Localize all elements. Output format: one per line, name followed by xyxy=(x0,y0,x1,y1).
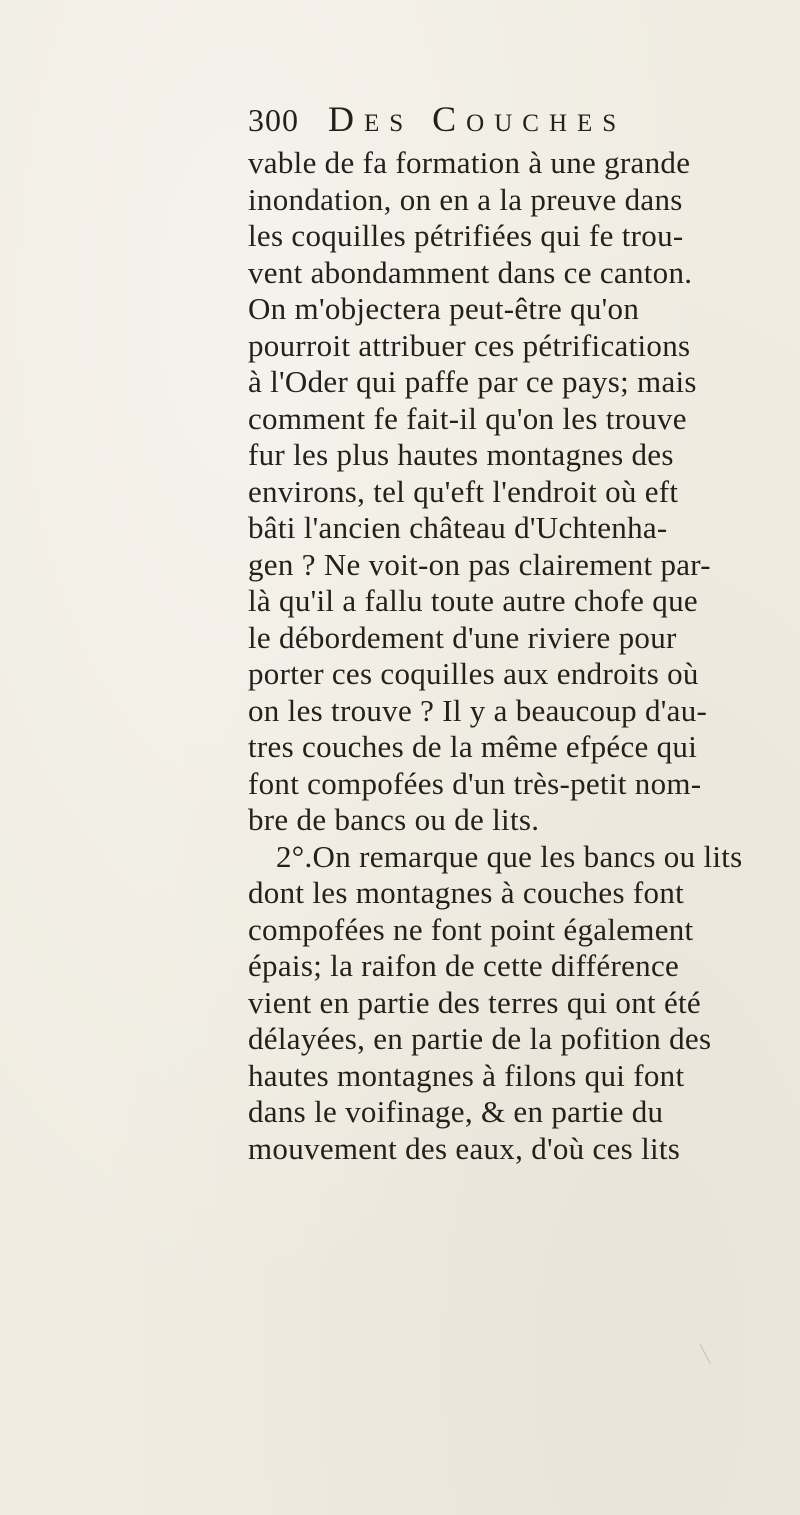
text-line: inondation, on en a la preuve dans xyxy=(248,181,683,217)
text-line: là qu'il a fallu toute autre chofe que xyxy=(248,583,698,618)
page-number: 300 xyxy=(248,102,299,138)
text-line: les coquilles pétrifiées qui fe trou- xyxy=(248,218,684,253)
text-line: On m'objectera peut-être qu'on xyxy=(248,291,640,326)
running-title: Des Couches xyxy=(328,99,627,139)
text-line: vable de fa formation à une grande xyxy=(248,145,691,180)
page-header xyxy=(248,98,708,150)
text-line: épais; la raifon de cette différence xyxy=(248,948,680,983)
text-line: dont les montagnes à couches font xyxy=(248,875,685,910)
text-line: comment fe fait-il qu'on les trouve xyxy=(248,400,687,436)
text-line: mouvement des eaux, d'où ces lits xyxy=(248,1130,681,1166)
text-line: pourroit attribuer ces pétrifications xyxy=(248,327,691,363)
text-line: fur les plus hautes montagnes des xyxy=(248,437,674,472)
text-line: hautes montagnes à filons qui font xyxy=(248,1057,685,1093)
text-line: le débordement d'une riviere pour xyxy=(248,619,677,655)
text-line: compofées ne font point également xyxy=(248,911,694,947)
paper-mark xyxy=(700,1338,722,1364)
body-text xyxy=(248,145,768,1167)
text-line: porter ces coquilles aux endroits où xyxy=(248,656,699,691)
text-line: bâti l'ancien château d'Uchtenha- xyxy=(248,510,668,545)
text-line: gen ? Ne voit-on pas clairement par- xyxy=(248,546,711,582)
text-line: font compofées d'un très-petit nom- xyxy=(248,765,702,801)
text-line: on les trouve ? Il y a beaucoup d'au- xyxy=(248,692,708,728)
text-line: dans le voifinage, & en partie du xyxy=(248,1094,664,1129)
text-line: environs, tel qu'eft l'endroit où eft xyxy=(248,473,679,509)
text-line: à l'Oder qui paffe par ce pays; mais xyxy=(248,364,697,399)
text-line: tres couches de la même efpéce qui xyxy=(248,729,698,764)
text-line: délayées, en partie de la pofition des xyxy=(248,1021,712,1056)
text-line: vent abondamment dans ce canton. xyxy=(248,254,693,290)
paragraph-start-line: 2°.On remarque que les bancs ou lits xyxy=(276,838,743,874)
text-line: vient en partie des terres qui ont été xyxy=(248,984,701,1020)
text-line: bre de bancs ou de lits. xyxy=(248,802,540,837)
